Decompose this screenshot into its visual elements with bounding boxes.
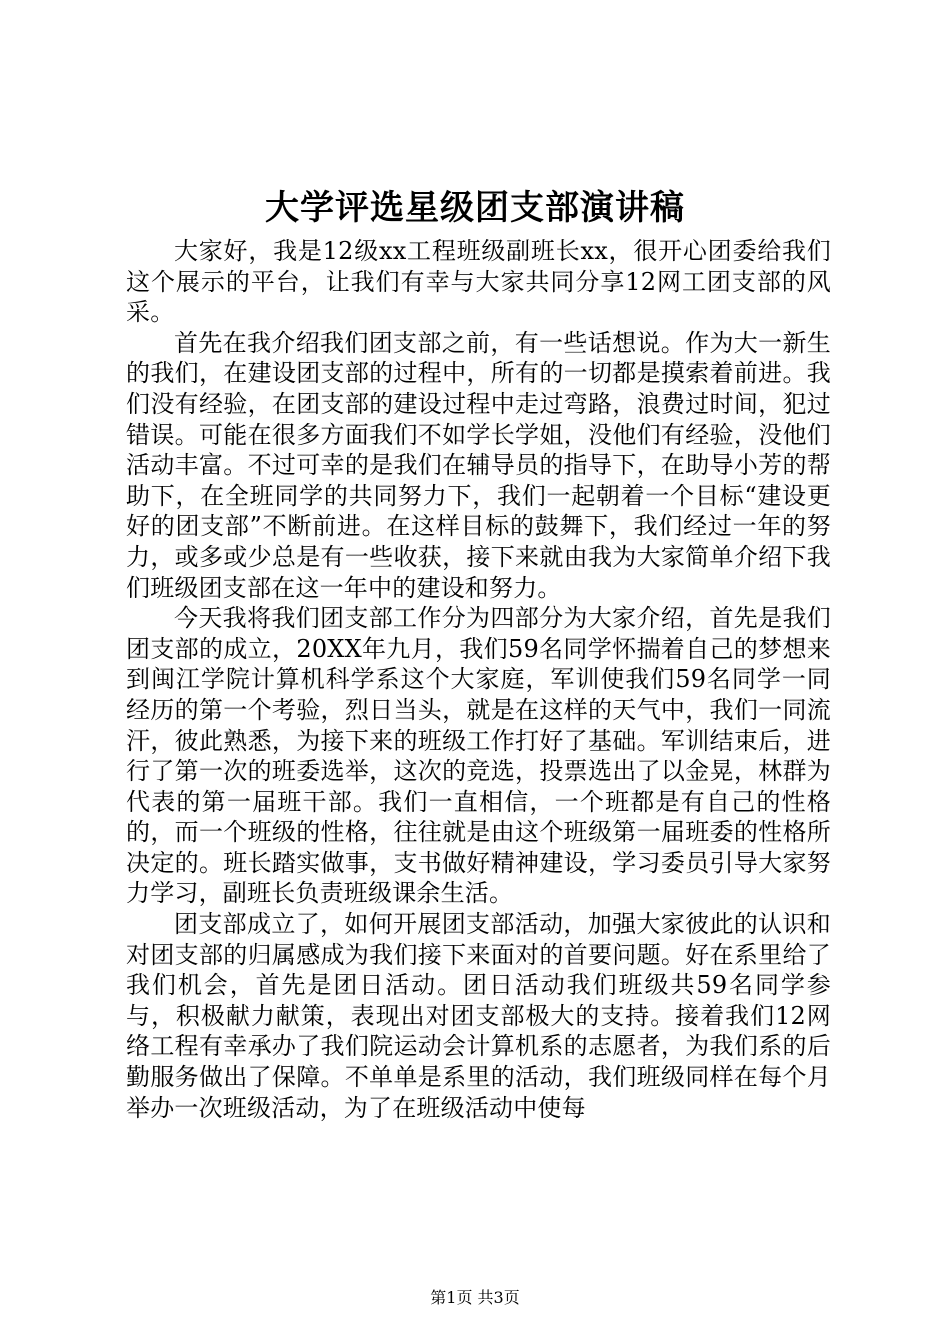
- paragraph: 首先在我介绍我们团支部之前，有一些话想说。作为大一新生的我们，在建设团支部的过程中，所有的一切都是摸索着前进。我们没有经验，在团支部的建设过程中走过弯路，浪费过时间，犯过错误。可能在很多方面我们不如学长学姐，没他们有经验，没他们活动丰富。不过可幸的是我们在辅导员的指导下，在助导小芳的帮助下，在全班同学的共同努力下，我们一起朝着一个目标“建设更好的团支部”不断前进。在这样目标的鼓舞下，我们经过一年的努力，或多或少总是有一些收获，接下来就由我为大家简单介绍下我们班级团支部在这一年中的建设和努力。: [126, 328, 831, 602]
- document-title: 大学评选星级团支部演讲稿: [265, 188, 685, 228]
- paragraph: 大家好，我是12级xx工程班级副班长xx，很开心团委给我们这个展示的平台，让我们有幸与大家共同分享12网工团支部的风采。: [126, 237, 831, 327]
- paragraph: 团支部成立了，如何开展团支部活动，加强大家彼此的认识和对团支部的归属感成为我们接下来面对的首要问题。好在系里给了我们机会，首先是团日活动。团日活动我们班级共59名同学参与，积极献力献策，表现出对团支部极大的支持。接着我们12网络工程有幸承办了我们院运动会计算机系的志愿者，为我们系的后勤服务做出了保障。不单单是系里的活动，我们班级同样在每个月举办一次班级活动，为了在班级活动中使每: [126, 910, 831, 1122]
- page-number-footer: 第1页 共3页: [430, 1288, 520, 1307]
- paragraph: 今天我将我们团支部工作分为四部分为大家介绍，首先是我们团支部的成立，20XX年九月，我们59名同学怀揣着自己的梦想来到闽江学院计算机科学系这个大家庭，军训使我们59名同学一同经历的第一个考验，烈日当头，就是在这样的天气中，我们一同流汗，彼此熟悉，为接下来的班级工作打好了基础。军训结束后，进行了第一次的班委选举，这次的竞选，投票选出了以金晃，林群为代表的第一届班干部。我们一直相信，一个班都是有自己的性格的，而一个班级的性格，往往就是由这个班级第一届班委的性格所决定的。班长踏实做事，支书做好精神建设，学习委员引导大家努力学习，副班长负责班级课余生活。: [126, 604, 831, 908]
- document-body: [126, 236, 831, 1123]
